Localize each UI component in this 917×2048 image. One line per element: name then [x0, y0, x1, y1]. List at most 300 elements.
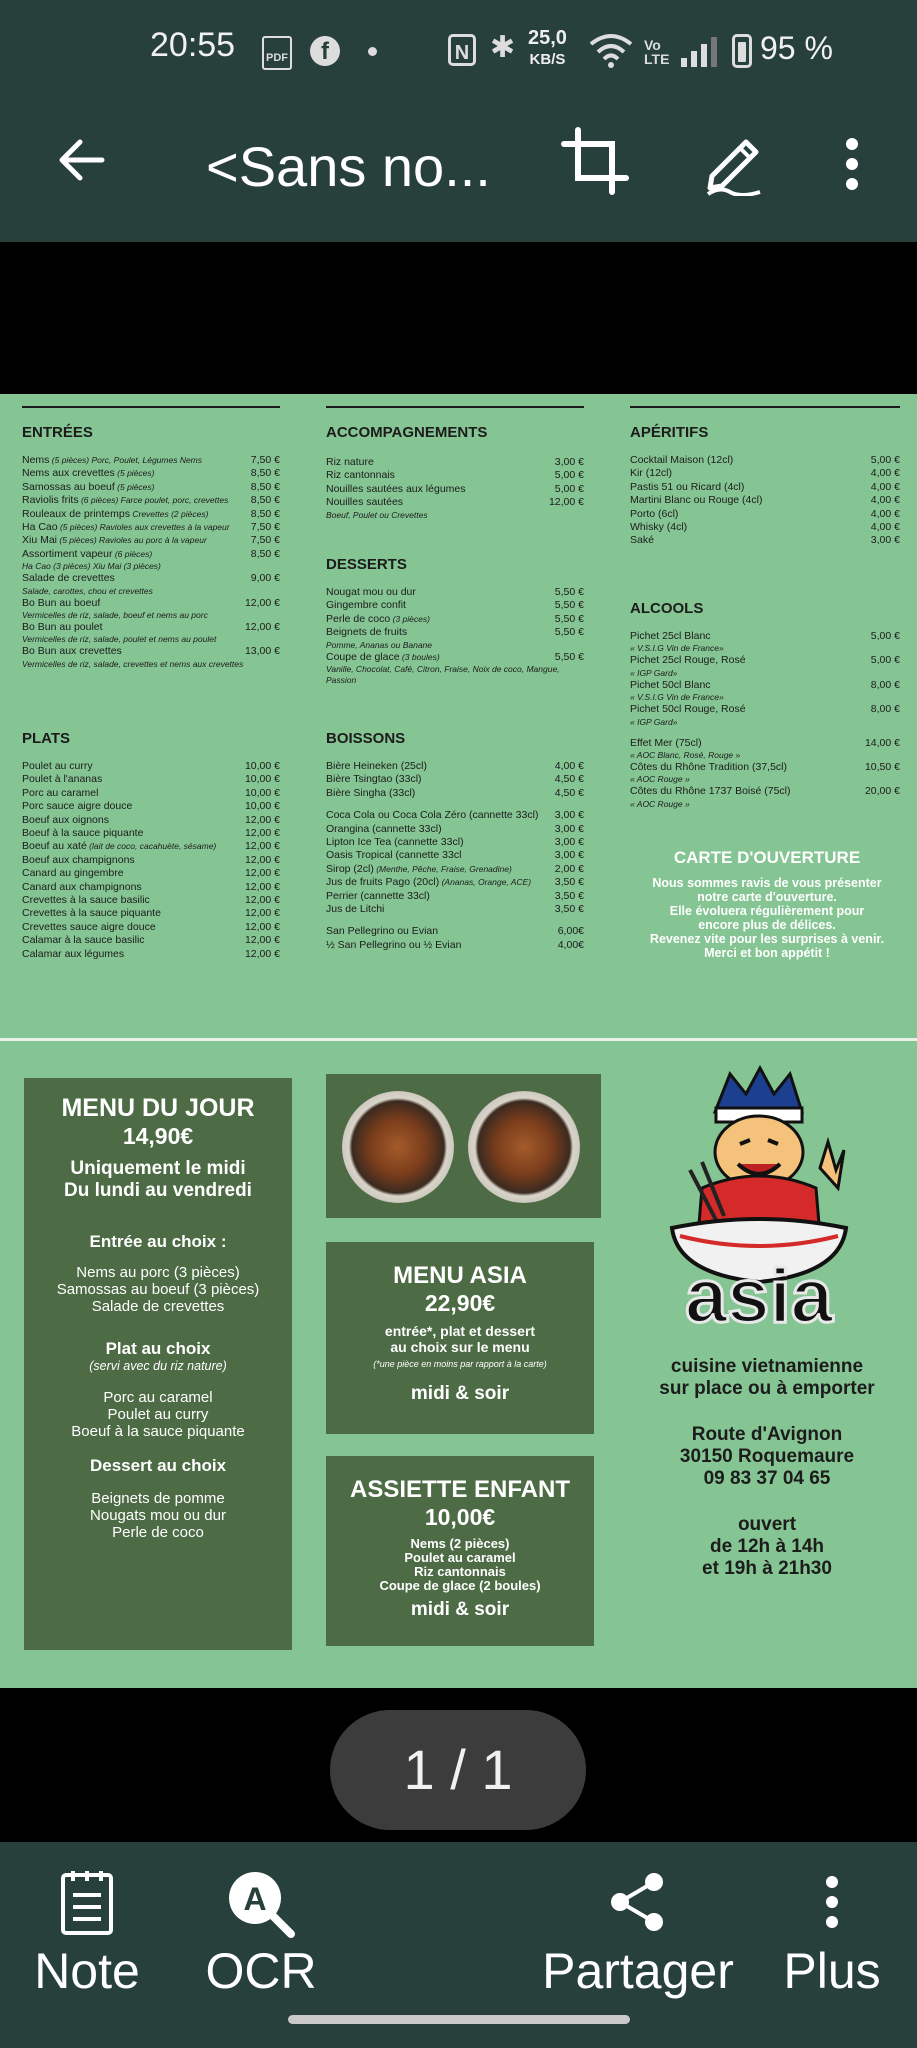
- menu-item-price: 4,00€: [557, 938, 584, 951]
- menu-item: [630, 534, 900, 547]
- ocr-button[interactable]: [196, 1862, 326, 2000]
- menu-item-name: Pichet 50cl Blanc: [630, 678, 711, 691]
- menu-item-price: 5,50 €: [554, 626, 584, 639]
- menu-item-name: Canard au gingembre: [22, 867, 124, 880]
- menu-item-name: Xiu Mai (5 pièces) Ravioles au porc à la vapeur: [22, 534, 207, 547]
- menu-item-note: (5 pièces): [114, 481, 155, 492]
- menu-item-name: ½ San Pellegrino ou ½ Evian: [326, 938, 462, 951]
- menu-item-name: Perrier (cannette 33cl): [326, 889, 430, 902]
- menu-item-name: Crevettes à la sauce piquante: [22, 907, 161, 920]
- section-title-accompagnements: ACCOMPAGNEMENTS: [326, 424, 488, 441]
- menu-item-description: Vermicelles de riz, salade, poulet et nems au poulet: [22, 634, 217, 645]
- menu-item-description: Pomme, Ananas ou Banane: [326, 639, 433, 650]
- menu-item: [326, 613, 584, 626]
- volte-icon: Vo LTE: [644, 37, 670, 67]
- restaurant-logo: [650, 1060, 880, 1330]
- menu-item-name: Nouilles sautées: [326, 496, 404, 509]
- menu-item-name: Saké: [630, 534, 654, 547]
- menu-item: [326, 925, 584, 938]
- menu-item: [326, 787, 584, 800]
- menu-item-note: (5 pièces) Porc, Poulet, Légumes Nems: [49, 455, 203, 465]
- menu-item: [630, 703, 900, 716]
- menu-item-price: 12,00 €: [244, 934, 280, 947]
- address-street: Route d'Avignon: [691, 1424, 843, 1445]
- menu-item-price: 3,00 €: [554, 822, 584, 835]
- menu-item-price: 8,50 €: [250, 547, 280, 560]
- more-vert-icon: [822, 1872, 842, 1932]
- menu-item-description: « V.S.I.G Vin de France»: [630, 692, 724, 703]
- text-line: Nems (2 pièces): [410, 1536, 510, 1551]
- menu-item: [326, 890, 584, 903]
- menu-item: [326, 939, 584, 952]
- note-button[interactable]: [22, 1862, 152, 2000]
- menu-item-price: 5,00 €: [870, 630, 900, 642]
- text-line: Coupe de glace (2 boules): [379, 1578, 541, 1593]
- menu-item: [22, 854, 280, 867]
- menu-item-description: Salade, carottes, chou et crevettes: [22, 585, 153, 596]
- text-line: Revenez vite pour les surprises à venir.: [649, 932, 885, 946]
- menu-item: [22, 827, 280, 840]
- menu-asia-desc: au choix sur le menu: [390, 1339, 530, 1355]
- document-page[interactable]: [0, 394, 917, 1688]
- aperitifs-list: [630, 454, 900, 548]
- text-line: Poulet au curry: [107, 1406, 209, 1423]
- menu-item-price: 2,00 €: [554, 862, 584, 875]
- menu-item: [326, 809, 584, 822]
- menu-item: [22, 548, 280, 561]
- boissons-list: [326, 760, 584, 952]
- menu-item: [22, 907, 280, 920]
- menu-item-name: Poulet à l'ananas: [22, 773, 103, 786]
- menu-item-price: 3,00 €: [554, 836, 584, 849]
- menu-item-name: Nouilles sautées aux légumes: [326, 482, 466, 495]
- menu-item-price: 3,50 €: [554, 889, 584, 902]
- menu-item: [326, 760, 584, 773]
- restaurant-info: [622, 1356, 912, 1580]
- menu-item: [630, 737, 900, 750]
- menu-item-note: (5 pièces) Ravioles aux crevettes à la vapeur: [57, 522, 230, 533]
- signal-icon: [680, 36, 720, 68]
- section-title-boissons: BOISSONS: [326, 730, 406, 747]
- menu-item: [326, 836, 584, 849]
- menu-item: [326, 773, 584, 786]
- menu-item-price: 10,50 €: [864, 761, 900, 774]
- menu-item-description: « IGP Gard»: [630, 716, 678, 727]
- menu-item: [326, 469, 584, 482]
- menu-item-name: Bière Heineken (25cl): [326, 760, 427, 772]
- menu-item: [22, 521, 280, 534]
- menu-asia-panel: [326, 1242, 594, 1434]
- menu-item-name: Pichet 50cl Rouge, Rosé: [630, 703, 746, 716]
- menu-item-name: Salade de crevettes: [22, 572, 115, 585]
- alcools-list: [630, 630, 900, 810]
- menu-item-price: 3,00 €: [554, 456, 584, 468]
- noodle-bowl-image: [468, 1091, 580, 1203]
- accompagnements-list: [326, 456, 584, 521]
- menu-item-name: Sirop (2cl) (Menthe, Pêche, Fraise, Grenadine): [326, 862, 512, 875]
- section-title-desserts: DESSERTS: [326, 556, 407, 573]
- battery-icon: [732, 34, 752, 68]
- clock: 20:55: [150, 26, 236, 64]
- menu-item-name: Coupe de glace (3 boules): [326, 650, 440, 663]
- menu-item-description: « IGP Gard»: [630, 667, 678, 678]
- menu-item-price: 12,00 €: [548, 496, 584, 509]
- menu-item-description: Vanille, Chocolat, Café, Citron, Fraise, Noix de coco, Mangue, Passion: [326, 664, 560, 686]
- menu-item: [326, 483, 584, 496]
- menu-item: [326, 903, 584, 916]
- menu-item-name: San Pellegrino ou Evian: [326, 925, 439, 938]
- menu-item: [22, 760, 280, 773]
- menu-item-price: 5,50 €: [554, 650, 584, 663]
- text-line: Nems au porc (3 pièces): [76, 1264, 240, 1281]
- menu-item-note: (3 pièces): [390, 613, 430, 624]
- menu-item-name: Jus de fruits Pago (20cl) (Ananas, Orange, ACE): [326, 876, 532, 889]
- menu-item-name: Kir (12cl): [630, 467, 673, 480]
- assiette-enfant-items: [326, 1537, 594, 1593]
- back-arrow-icon[interactable]: [52, 128, 116, 192]
- carte-ouverture-title: CARTE D'OUVERTURE: [673, 848, 861, 867]
- ocr-magnifier-icon: [221, 1866, 301, 1938]
- menu-item-name: Cocktail Maison (12cl): [630, 454, 734, 466]
- menu-item: [22, 481, 280, 494]
- menu-item-description: « AOC Blanc, Rosé, Rouge »: [630, 750, 741, 761]
- menu-item-name: Calamar à la sauce basilic: [22, 934, 145, 947]
- menu-item-price: 5,50 €: [554, 612, 584, 625]
- menu-item-description: Boeuf, Poulet ou Crevettes: [326, 509, 428, 520]
- spacer: [326, 916, 584, 925]
- menu-asia-price: 22,90€: [424, 1290, 496, 1316]
- dessert-choices: [24, 1490, 292, 1541]
- assiette-enfant-title: ASSIETTE ENFANT: [349, 1476, 571, 1503]
- menu-item-name: Canard aux champignons: [22, 880, 142, 893]
- plat-choice-title: Plat au choix: [105, 1339, 211, 1358]
- menu-item: [326, 849, 584, 862]
- menu-item-price: 7,50 €: [250, 454, 280, 466]
- text-line: Beignets de pomme: [91, 1490, 225, 1507]
- menu-item-name: Raviolis frits (6 pièces) Farce poulet, porc, crevettes: [22, 494, 229, 507]
- menu-item-name: Pastis 51 ou Ricard (4cl): [630, 480, 745, 493]
- menu-item-name: Martini Blanc ou Rouge (4cl): [630, 494, 763, 507]
- menu-item-price: 4,00 €: [870, 507, 900, 520]
- hours-dinner: et 19h à 21h30: [702, 1558, 832, 1579]
- menu-item-note: Crevettes (2 pièces): [129, 508, 209, 519]
- text-line: encore plus de délices.: [698, 918, 836, 932]
- share-icon: [608, 1870, 668, 1934]
- network-speed: 25,0 KB/S: [528, 27, 567, 68]
- menu-item-price: 8,50 €: [250, 467, 280, 480]
- menu-item: [326, 876, 584, 889]
- menu-item: [630, 679, 900, 692]
- menu-item-name: Boeuf aux oignons: [22, 813, 109, 826]
- menu-item: [22, 814, 280, 827]
- menu-item: [326, 599, 584, 612]
- text-line: Nous sommes ravis de vous présenter: [652, 876, 882, 890]
- entree-choice-title: Entrée au choix :: [89, 1232, 227, 1251]
- crop-icon[interactable]: [560, 126, 630, 196]
- carte-ouverture: [632, 848, 902, 960]
- menu-item: [22, 534, 280, 547]
- menu-item-price: 3,00 €: [554, 809, 584, 822]
- carte-ouverture-text: [632, 876, 902, 960]
- menu-item: [22, 454, 280, 467]
- menu-item-name: Pichet 25cl Blanc: [630, 630, 711, 642]
- menu-item-name: Bière Singha (33cl): [326, 786, 416, 799]
- menu-item-price: 4,00 €: [870, 480, 900, 493]
- menu-item: [22, 840, 280, 853]
- menu-item-note: (Menthe, Pêche, Fraise, Grenadine): [373, 863, 512, 874]
- menu-asia-note: (*une pièce en moins par rapport à la carte): [373, 1359, 547, 1369]
- document-title[interactable]: <Sans no...: [206, 135, 491, 198]
- menu-item: [22, 645, 280, 658]
- more-vert-icon[interactable]: [834, 134, 870, 194]
- assiette-enfant-price: 10,00€: [424, 1504, 496, 1530]
- menu-du-jour-subtitle: Uniquement le midi: [70, 1158, 246, 1179]
- bluetooth-icon: ✱: [490, 31, 516, 64]
- menu-item-name: Whisky (4cl): [630, 521, 688, 534]
- menu-item-price: 14,00 €: [864, 736, 900, 749]
- menu-item-price: 12,00 €: [244, 947, 280, 960]
- menu-item-name: Bo Bun au poulet: [22, 621, 103, 634]
- menu-item-price: 6,00€: [557, 925, 584, 938]
- menu-item: [630, 494, 900, 507]
- menu-du-jour-days: Du lundi au vendredi: [64, 1180, 252, 1201]
- menu-item-name: Nems aux crevettes (5 pièces): [22, 467, 155, 480]
- menu-item: [630, 508, 900, 521]
- section-title-alcools: ALCOOLS: [630, 600, 704, 617]
- facebook-notification-icon: f: [310, 36, 340, 66]
- address-city: 30150 Roquemaure: [679, 1446, 855, 1467]
- svg-text:A: A: [243, 1881, 267, 1917]
- more-notifications-dot-icon: [368, 47, 377, 56]
- menu-item: [22, 508, 280, 521]
- menu-item-price: 8,00 €: [870, 703, 900, 716]
- menu-item-name: Riz nature: [326, 456, 374, 468]
- menu-item-price: 4,00 €: [554, 760, 584, 772]
- menu-item-description: Vermicelles de riz, salade, boeuf et nems au porc: [22, 610, 208, 621]
- note-label: Note: [34, 1943, 140, 1999]
- menu-item-price: 5,00 €: [554, 482, 584, 495]
- spacer: [326, 800, 584, 809]
- menu-item-name: Rouleaux de printemps Crevettes (2 pièces): [22, 507, 209, 520]
- menu-item-name: Oasis Tropical (cannette 33cl: [326, 849, 462, 862]
- menu-item-price: 3,00 €: [554, 849, 584, 862]
- menu-item-price: 8,50 €: [250, 507, 280, 520]
- menu-du-jour-title: MENU DU JOUR: [61, 1094, 255, 1122]
- menu-item-name: Samossas au boeuf (5 pièces): [22, 480, 155, 493]
- menu-item-description: « AOC Rouge »: [630, 798, 690, 809]
- entree-choices: [24, 1264, 292, 1315]
- menu-item-note: (Ananas, Orange, ACE): [439, 877, 532, 888]
- menu-item: [630, 454, 900, 467]
- assiette-enfant-when: midi & soir: [410, 1599, 510, 1620]
- menu-item-price: 12,00 €: [244, 853, 280, 866]
- menu-item: [22, 572, 280, 585]
- menu-item-name: Calamar aux légumes: [22, 947, 125, 960]
- menu-item-price: 10,00 €: [244, 800, 280, 813]
- menu-item-price: 12,00 €: [244, 894, 280, 907]
- menu-item-name: Crevettes à la sauce basilic: [22, 894, 150, 907]
- menu-item: [630, 467, 900, 480]
- menu-item-name: Boeuf à la sauce piquante: [22, 827, 144, 840]
- nfc-icon: N: [448, 34, 476, 66]
- menu-item: [326, 823, 584, 836]
- hours-lunch: de 12h à 14h: [709, 1536, 825, 1557]
- menu-item-name: Riz cantonnais: [326, 469, 395, 482]
- menu-item-price: 4,50 €: [554, 773, 584, 786]
- desserts-list: [326, 586, 584, 686]
- menu-item: [630, 785, 900, 798]
- menu-item-name: Coca Cola ou Coca Cola Zéro (cannette 33cl): [326, 809, 539, 822]
- menu-item-name: Boeuf aux champignons: [22, 853, 135, 866]
- edit-pencil-icon[interactable]: [700, 126, 770, 196]
- menu-item-note: (6 pièces): [112, 548, 153, 559]
- menu-item-note: (5 pièces) Ravioles au porc à la vapeur: [57, 535, 207, 546]
- menu-item: [22, 787, 280, 800]
- menu-item-price: 12,00 €: [244, 596, 280, 609]
- logo-wordmark: asia: [685, 1254, 833, 1330]
- menu-item: [630, 521, 900, 534]
- menu-item-name: Poulet au curry: [22, 760, 93, 772]
- chef-mascot-icon: [650, 1060, 880, 1330]
- app-toolbar: [0, 82, 917, 242]
- menu-item-price: 5,00 €: [554, 469, 584, 482]
- menu-item-note: (3 boules): [399, 651, 440, 662]
- menu-item-name: Pichet 25cl Rouge, Rosé: [630, 654, 746, 667]
- menu-item-name: Porc au caramel: [22, 786, 99, 799]
- menu-item: [630, 630, 900, 643]
- plat-choice-note: (servi avec du riz nature): [89, 1359, 227, 1373]
- more-label: Plus: [783, 1943, 881, 1999]
- plats-list: [22, 760, 280, 961]
- menu-item: [22, 894, 280, 907]
- menu-item-price: 12,00 €: [244, 920, 280, 933]
- text-line: Boeuf à la sauce piquante: [71, 1423, 245, 1440]
- more-button[interactable]: [772, 1862, 892, 2000]
- menu-item: [22, 597, 280, 610]
- status-bar: [0, 0, 917, 82]
- section-title-plats: PLATS: [22, 730, 71, 747]
- menu-item: [22, 921, 280, 934]
- menu-item-price: 10,00 €: [244, 786, 280, 799]
- menu-item: [630, 761, 900, 774]
- hours-title: ouvert: [737, 1514, 797, 1535]
- menu-item: [326, 456, 584, 469]
- menu-item-description: « V.S.I.G Vin de France»: [630, 643, 724, 654]
- tagline: sur place ou à emporter: [659, 1378, 875, 1399]
- assiette-enfant-panel: [326, 1456, 594, 1646]
- menu-item-note: (5 pièces): [114, 468, 155, 479]
- menu-item-description: Vermicelles de riz, salade, crevettes et nems aux crevettes: [22, 658, 244, 669]
- menu-item-price: 10,00 €: [244, 760, 280, 772]
- menu-asia-title: MENU ASIA: [393, 1262, 527, 1289]
- text-line: Poulet au caramel: [404, 1550, 516, 1565]
- menu-item-note: (lait de coco, cacahuète, sésame): [86, 841, 217, 852]
- menu-item-name: Orangina (cannette 33cl): [326, 822, 442, 835]
- menu-item-price: 12,00 €: [244, 880, 280, 893]
- text-line: Nougats mou ou dur: [90, 1507, 226, 1524]
- menu-item-price: 8,50 €: [250, 494, 280, 507]
- menu-item-price: 4,00 €: [870, 467, 900, 480]
- share-button[interactable]: [528, 1862, 748, 2000]
- menu-item-price: 3,00 €: [870, 534, 900, 547]
- ocr-label: OCR: [205, 1943, 317, 1999]
- menu-item-description: Ha Cao (3 pièces) Xiu Mai (3 pièces): [22, 561, 161, 572]
- menu-item-name: Effet Mer (75cl): [630, 736, 702, 749]
- menu-item-price: 5,50 €: [554, 586, 584, 598]
- menu-item: [326, 496, 584, 509]
- menu-item-price: 4,00 €: [870, 521, 900, 534]
- menu-item-price: 7,50 €: [250, 521, 280, 534]
- menu-item-price: 10,00 €: [244, 773, 280, 786]
- text-line: Salade de crevettes: [91, 1298, 225, 1315]
- tagline: cuisine vietnamienne: [670, 1356, 864, 1377]
- text-line: Perle de coco: [112, 1524, 204, 1541]
- menu-item-name: Beignets de fruits: [326, 626, 408, 639]
- menu-item-name: Perle de coco (3 pièces): [326, 612, 430, 625]
- text-line: Elle évoluera régulièrement pour: [669, 904, 865, 918]
- menu-du-jour-price: 14,90€: [122, 1123, 194, 1149]
- text-line: Riz cantonnais: [414, 1564, 506, 1579]
- menu-item-name: Porc sauce aigre douce: [22, 800, 133, 813]
- menu-item-price: 5,50 €: [554, 599, 584, 612]
- phone-number: 09 83 37 04 65: [703, 1468, 831, 1489]
- menu-item-name: Bo Bun au boeuf: [22, 596, 101, 609]
- spacer: [630, 728, 900, 737]
- text-line: Samossas au boeuf (3 pièces): [56, 1281, 260, 1298]
- menu-item: [22, 621, 280, 634]
- menu-item-name: Boeuf au xaté (lait de coco, cacahuète, sésame): [22, 840, 217, 853]
- noodle-bowl-image: [342, 1091, 454, 1203]
- menu-item-name: Crevettes sauce aigre douce: [22, 920, 156, 933]
- dessert-choice-title: Dessert au choix: [89, 1456, 227, 1475]
- divider: [326, 406, 584, 408]
- menu-item-price: 20,00 €: [864, 785, 900, 798]
- menu-item-price: 12,00 €: [244, 827, 280, 840]
- notepad-icon: [57, 1867, 117, 1937]
- section-title-entrees: ENTRÉES: [22, 424, 93, 441]
- share-label: Partager: [542, 1943, 734, 1999]
- menu-item-price: 3,50 €: [554, 903, 584, 916]
- menu-item-price: 12,00 €: [244, 840, 280, 853]
- menu-item: [22, 467, 280, 480]
- section-title-aperitifs: APÉRITIFS: [630, 424, 709, 441]
- menu-item: [630, 654, 900, 667]
- menu-item-price: 8,50 €: [250, 480, 280, 493]
- menu-item-price: 13,00 €: [244, 645, 280, 658]
- menu-item-name: Lipton Ice Tea (cannette 33cl): [326, 836, 464, 849]
- menu-item-price: 12,00 €: [244, 867, 280, 880]
- page-fold-line: [0, 1038, 917, 1041]
- menu-item-name: Bo Bun aux crevettes: [22, 645, 122, 658]
- menu-item-price: 12,00 €: [244, 621, 280, 634]
- menu-item-price: 5,00 €: [870, 454, 900, 466]
- menu-item-price: 5,00 €: [870, 654, 900, 667]
- menu-asia-when: midi & soir: [410, 1383, 510, 1404]
- menu-item-price: 12,00 €: [244, 907, 280, 920]
- menu-item: [326, 863, 584, 876]
- menu-item: [326, 651, 584, 664]
- menu-item-name: Assortiment vapeur (6 pièces): [22, 547, 153, 560]
- menu-item-price: 9,00 €: [250, 572, 280, 585]
- food-photo: [326, 1074, 601, 1218]
- menu-item-name: Gingembre confit: [326, 599, 406, 612]
- menu-item: [22, 800, 280, 813]
- menu-item: [22, 934, 280, 947]
- wifi-icon: [588, 32, 634, 70]
- pdf-notification-icon: PDF: [262, 36, 292, 70]
- menu-item-price: 4,00 €: [870, 494, 900, 507]
- gesture-handle[interactable]: [288, 2015, 630, 2024]
